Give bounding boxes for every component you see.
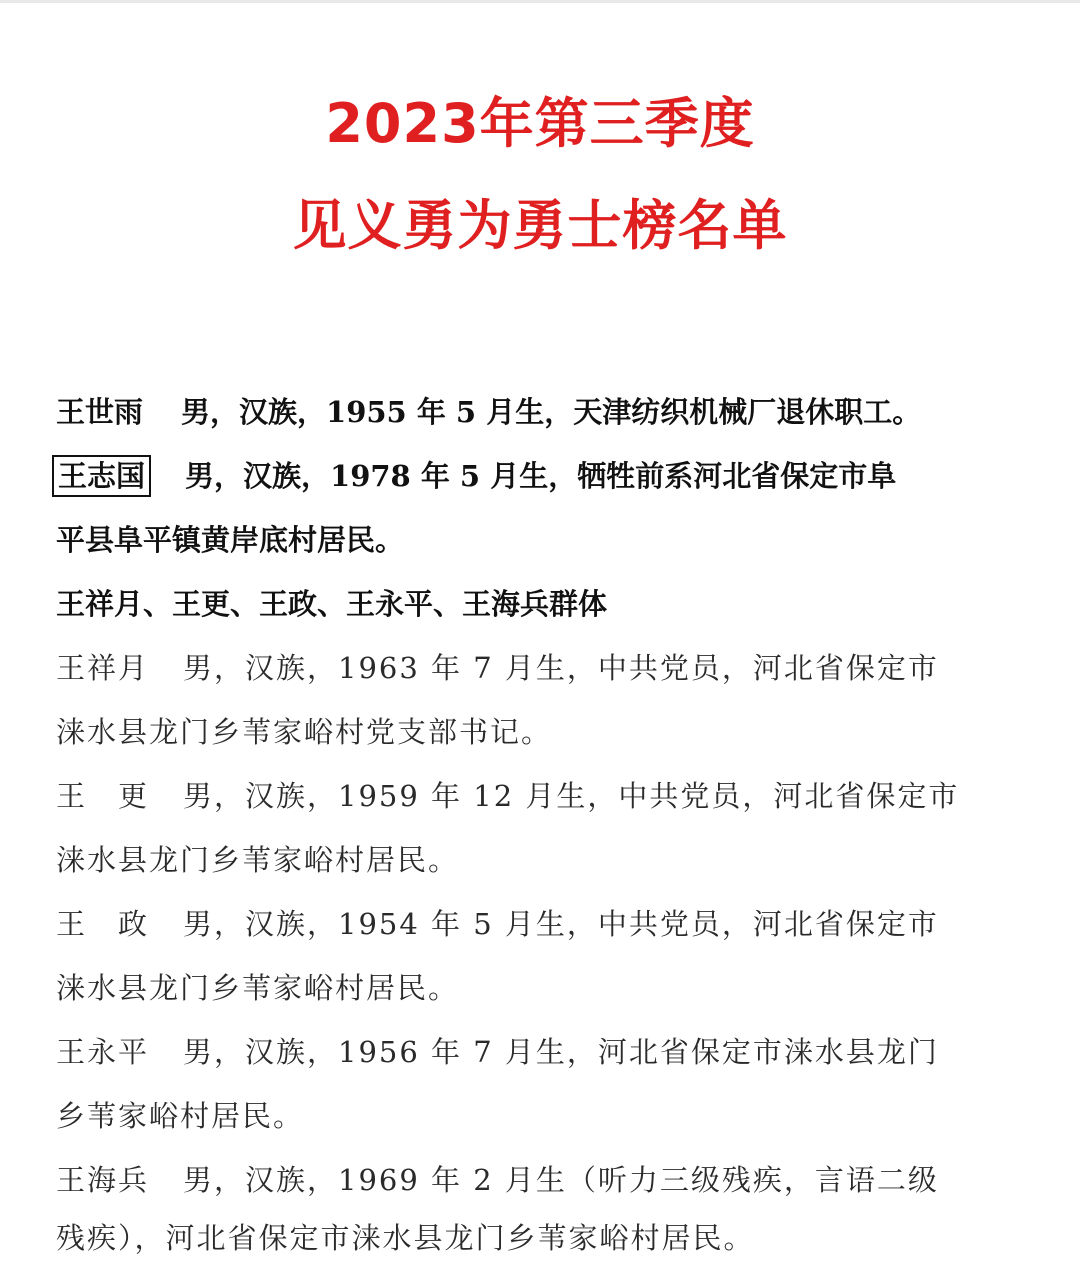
entry-name-highlighted: 王志国 — [58, 459, 146, 493]
entry-description: 男，汉族，1963 年 7 月生，中共党员，河北省保定市 — [183, 651, 939, 685]
entry-description: 男，汉族，1955 年 5 月生，天津纺织机械厂退休职工。 — [181, 395, 922, 429]
entry-name: 王世雨 — [56, 395, 144, 429]
page-title-line2: 见义勇为勇士榜名单 — [292, 194, 788, 257]
entry-description: 男，汉族，1978 年 5 月生，牺牲前系河北省保定市阜 — [185, 459, 897, 493]
entry-name: 王 更 — [56, 779, 150, 813]
entry-description-continued: 平县阜平镇黄岸底村居民。 — [56, 523, 405, 557]
entry-name: 王永平 — [56, 1035, 150, 1069]
entry-description: 男，汉族，1959 年 12 月生，中共党员，河北省保定市 — [183, 779, 960, 813]
top-divider — [0, 0, 1080, 3]
page-title-line1: 2023年第三季度 — [325, 92, 755, 155]
entry-description-continued: 涞水县龙门乡苇家峪村居民。 — [56, 843, 460, 877]
entry-description-continued: 残疾），河北省保定市涞水县龙门乡苇家峪村居民。 — [56, 1221, 755, 1255]
entry-description: 男，汉族，1956 年 7 月生，河北省保定市涞水县龙门 — [183, 1035, 939, 1069]
entry-description-continued: 乡苇家峪村居民。 — [56, 1099, 305, 1133]
entry-name: 王祥月 — [56, 651, 150, 685]
group-heading-text: 王祥月、王更、王政、王永平、王海兵群体 — [56, 587, 608, 621]
entry-description: 男，汉族，1954 年 5 月生，中共党员，河北省保定市 — [183, 907, 939, 941]
entry-description-continued: 涞水县龙门乡苇家峪村党支部书记。 — [56, 715, 553, 749]
entry-description: 男，汉族，1969 年 2 月生（听力三级残疾，言语二级 — [183, 1163, 939, 1197]
entry-description-continued: 涞水县龙门乡苇家峪村居民。 — [56, 971, 460, 1005]
entry-name: 王海兵 — [56, 1163, 150, 1197]
entry-name: 王 政 — [56, 907, 150, 941]
